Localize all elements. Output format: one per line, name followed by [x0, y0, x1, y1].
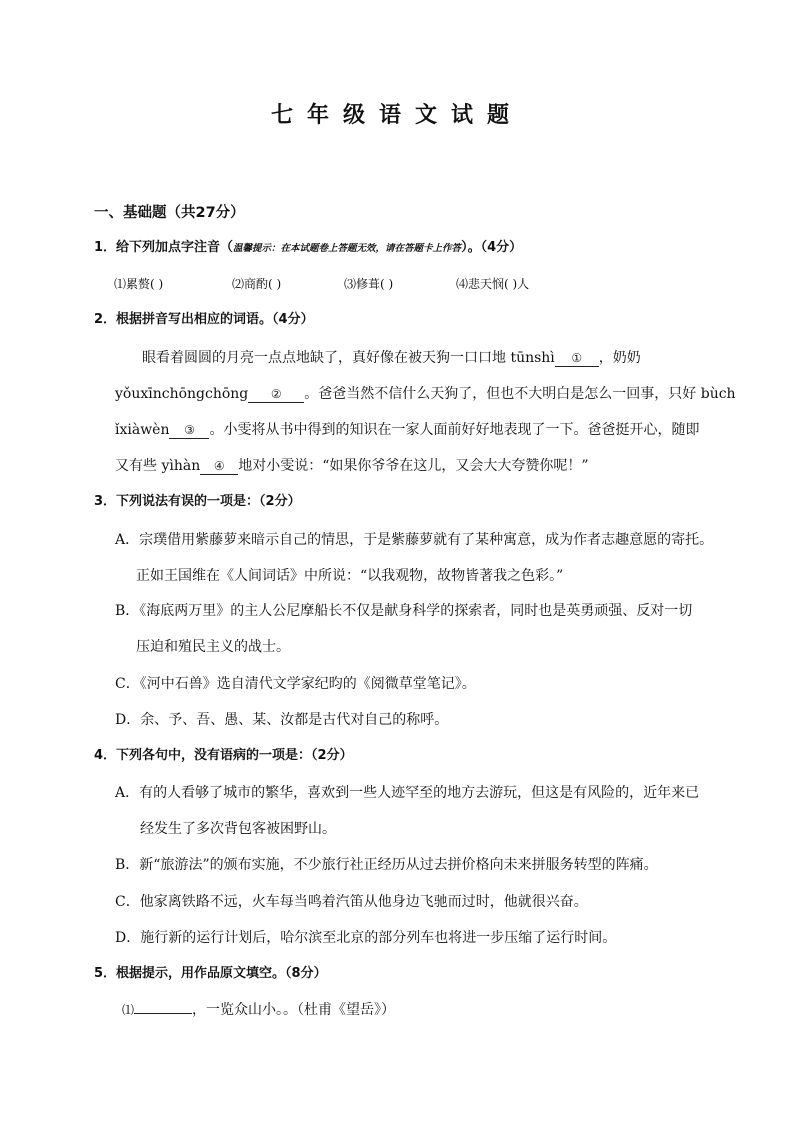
question-2-text: yǒuxīnchōngchōng: [115, 386, 249, 402]
question-1-item: ⑷悲天悯( )人: [456, 277, 530, 291]
answer-blank[interactable]: ③: [169, 422, 209, 439]
question-1-stem-text: 1．给下列加点字注音（: [94, 240, 234, 255]
answer-blank[interactable]: ②: [248, 386, 304, 403]
question-2-text: 地对小雯说：“如果你爷爷在这儿，又会大大夸赞你呢！”: [238, 458, 589, 474]
question-2-text: 又有些 yìhàn: [115, 458, 201, 474]
question-1-item: ⑶修葺( ): [344, 277, 394, 291]
question-2-text: ，奶奶: [598, 350, 641, 366]
question-2-text: 。小雯将从书中得到的知识在一家人面前好好地表现了一下。爸爸挺开心，随即: [209, 422, 700, 438]
question-2-line: [115, 420, 699, 440]
option-c: C．他家离铁路不远，火车每当鸣着汽笛从他身边飞驰而过时，他就很兴奋。: [115, 894, 588, 910]
answer-blank[interactable]: ④: [200, 458, 238, 475]
answer-blank[interactable]: [134, 1013, 192, 1014]
question-2-text: 眼看着圆圆的月亮一点点地缺了，真好像在被天狗一口口地 tūnshì: [142, 350, 555, 366]
question-5-item: [122, 1000, 395, 1020]
question-3-stem: 3．下列说法有误的一项是：（2分）: [94, 494, 301, 509]
option-a-continued: 正如王国维在《人间词话》中所说：“以我观物，故物皆著我之色彩。”: [136, 568, 564, 584]
question-2-stem: 2．根据拼音写出相应的词语。（4分）: [94, 312, 314, 327]
question-1-stem-tail: ）。（4分）: [461, 240, 523, 255]
option-d: D．施行新的运行计划后，哈尔滨至北京的部分列车也将进一步压缩了运行时间。: [115, 930, 617, 946]
option-b: B．新“旅游法”的颁布实施，不少旅行社正经历从过去拼价格向未来拼服务转型的阵痛。: [115, 857, 658, 873]
question-1-item: ⑴累赘( ): [114, 277, 164, 291]
section-heading: 一、基础题（共27分）: [94, 205, 245, 221]
option-b: B．《海底两万里》的主人公尼摩船长不仅是献身科学的探索者，同时也是英勇顽强、反对一切: [115, 603, 693, 619]
question-2-line: [115, 384, 736, 404]
question-1-item: ⑵商酌( ): [232, 277, 282, 291]
question-1-note: 温馨提示：在本试题卷上答题无效，请在答题卡上作答: [233, 243, 462, 254]
option-a-continued: 经发生了多次背包客被困野山。: [140, 821, 336, 837]
option-d: D．余、予、吾、愚、某、汝都是古代对自己的称呼。: [115, 712, 449, 728]
question-1-stem: [94, 238, 522, 259]
question-5-item-text: ，一览众山小。。（杜甫《望岳》）: [192, 1002, 396, 1018]
question-2-text: ǐxiàwèn: [115, 422, 170, 438]
option-a: A．有的人看够了城市的繁华，喜欢到一些人迹罕至的地方去游玩，但这是有风险的，近年来已: [115, 785, 700, 801]
answer-blank[interactable]: ①: [555, 350, 599, 367]
option-a: A．宗璞借用紫藤萝来暗示自己的情思，于是紫藤萝就有了某种寓意，成为作者志趣意愿的寄托。: [115, 532, 714, 548]
option-c: C．《河中石兽》选自清代文学家纪昀的《阅微草堂笔记》。: [115, 676, 476, 692]
question-2-line: [142, 348, 641, 368]
question-4-stem: 4．下列各句中，没有语病的一项是：（2分）: [94, 748, 353, 763]
question-2-text: 。爸爸当然不信什么天狗了，但也不大明白是怎么一回事，只好 bùch: [304, 386, 736, 402]
page-title: 七年级语文试题: [270, 103, 523, 128]
question-5-stem: 5．根据提示，用作品原文填空。（8分）: [94, 966, 327, 981]
question-5-item-number: ⑴: [122, 1003, 135, 1017]
question-2-line: [115, 456, 589, 476]
option-b-continued: 压迫和殖民主义的战士。: [136, 639, 290, 655]
